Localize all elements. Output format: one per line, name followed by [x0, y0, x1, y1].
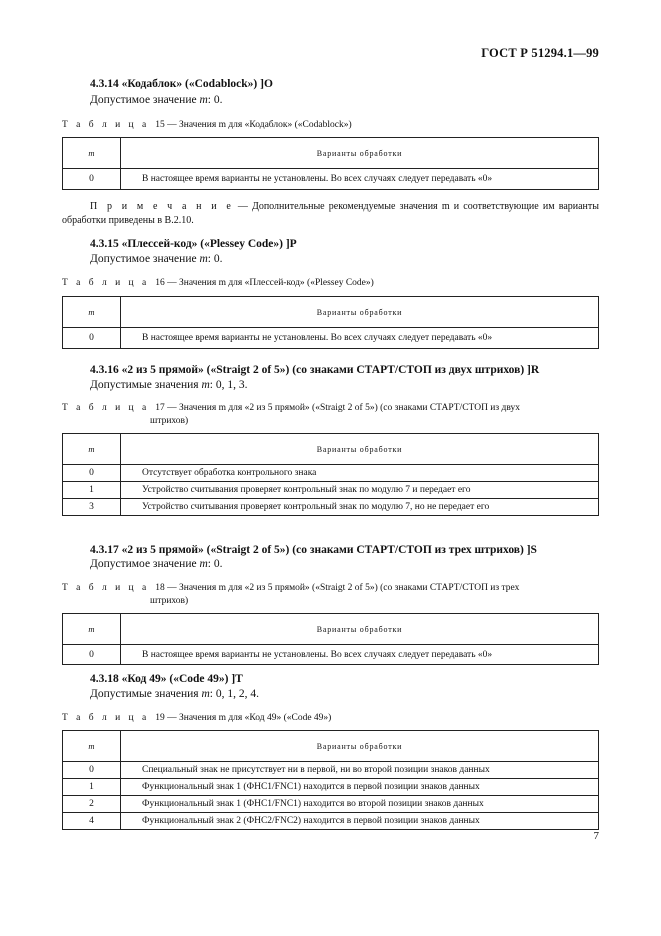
- col-header-variants: Варианты обработки: [121, 297, 599, 328]
- allowed-values-4-3-14: Допустимое значение m: 0.: [90, 94, 223, 106]
- cell-m: 0: [63, 328, 121, 349]
- col-header-variants: Варианты обработки: [121, 434, 599, 465]
- cell-variant: Устройство считывания проверяет контрольный знак по модулю 7, но не передает его: [121, 499, 599, 516]
- table-caption-18: Т а б л и ц а 18 — Значения m для «2 из 5 прямой» («Straigt 2 of 5») (со знаками СТАРТ/СТОП из трех: [62, 583, 520, 593]
- table-header-row: [63, 297, 599, 328]
- table-header-row: [63, 614, 599, 645]
- cell-variant: Отсутствует обработка контрольного знака: [121, 465, 599, 482]
- table-row: [63, 465, 599, 482]
- col-header-variants: Варианты обработки: [121, 614, 599, 645]
- cell-variant: Функциональный знак 1 (ФНС1/FNC1) находится в первой позиции знаков данных: [121, 779, 599, 796]
- col-header-m: m: [63, 614, 121, 645]
- section-heading-4-3-16: 4.3.16 «2 из 5 прямой» («Straigt 2 of 5») (со знаками СТАРТ/СТОП из двух штрихов) ]R: [90, 364, 540, 376]
- col-header-m: m: [63, 434, 121, 465]
- table-18: [62, 613, 599, 665]
- section-heading-4-3-17: 4.3.17 «2 из 5 прямой» («Straigt 2 of 5») (со знаками СТАРТ/СТОП из трех штрихов) ]S: [90, 544, 537, 556]
- cell-m: 2: [63, 796, 121, 813]
- cell-variant: В настоящее время варианты не установлены. Во всех случаях следует передавать «0»: [121, 169, 599, 190]
- cell-m: 1: [63, 482, 121, 499]
- table-header-row: [63, 731, 599, 762]
- allowed-values-4-3-17: Допустимое значение m: 0.: [90, 558, 223, 570]
- table-19: [62, 730, 599, 830]
- table-16: [62, 296, 599, 349]
- allowed-values-4-3-15: Допустимое значение m: 0.: [90, 253, 223, 265]
- cell-m: 0: [63, 645, 121, 665]
- cell-m: 0: [63, 465, 121, 482]
- table-caption-17-cont: штрихов): [150, 416, 189, 426]
- table-row: [63, 779, 599, 796]
- allowed-values-4-3-18: Допустимые значения m: 0, 1, 2, 4.: [90, 688, 259, 700]
- page-header: ГОСТ Р 51294.1—99: [481, 46, 599, 60]
- cell-variant: Функциональный знак 2 (ФНС2/FNC2) находится в первой позиции знаков данных: [121, 813, 599, 830]
- table-17: [62, 433, 599, 516]
- cell-variant: В настоящее время варианты не установлены. Во всех случаях следует передавать «0»: [121, 328, 599, 349]
- page-number: 7: [593, 830, 599, 842]
- cell-m: 3: [63, 499, 121, 516]
- table-row: [63, 796, 599, 813]
- col-header-variants: Варианты обработки: [121, 731, 599, 762]
- cell-m: 4: [63, 813, 121, 830]
- table-caption-18-cont: штрихов): [150, 596, 189, 606]
- table-caption-16: Т а б л и ц а 16 — Значения m для «Плессей-код» («Plessey Code»): [62, 278, 374, 288]
- table-row: [63, 813, 599, 830]
- cell-m: 0: [63, 169, 121, 190]
- table-header-row: [63, 434, 599, 465]
- section-heading-4-3-15: 4.3.15 «Плессей-код» («Plessey Code») ]P: [90, 238, 297, 250]
- cell-variant: Функциональный знак 1 (ФНС1/FNC1) находится во второй позиции знаков данных: [121, 796, 599, 813]
- cell-variant: Устройство считывания проверяет контрольный знак по модулю 7 и передает его: [121, 482, 599, 499]
- cell-m: 0: [63, 762, 121, 779]
- col-header-m: m: [63, 138, 121, 169]
- cell-m: 1: [63, 779, 121, 796]
- cell-variant: В настоящее время варианты не установлены. Во всех случаях следует передавать «0»: [121, 645, 599, 665]
- table-row: [63, 499, 599, 516]
- allowed-values-4-3-16: Допустимые значения m: 0, 1, 3.: [90, 379, 248, 391]
- col-header-m: m: [63, 297, 121, 328]
- table-caption-17: Т а б л и ц а 17 — Значения m для «2 из 5 прямой» («Straigt 2 of 5») (со знаками СТАРТ/СТОП из двух: [62, 403, 521, 413]
- note-4-3-14: П р и м е ч а н и е — Дополнительные рекомендуемые значения m и соответствующие им варианты обработки приведены в B.2.10.: [62, 201, 599, 226]
- table-row: [63, 328, 599, 349]
- table-caption-15: Т а б л и ц а 15 — Значения m для «Кодаблок» («Codablock»): [62, 120, 352, 130]
- section-heading-4-3-18: 4.3.18 «Код 49» («Code 49») ]T: [90, 673, 243, 685]
- section-heading-4-3-14: 4.3.14 «Кодаблок» («Codablock») ]O: [90, 78, 273, 90]
- table-row: [63, 762, 599, 779]
- table-header-row: [63, 138, 599, 169]
- table-row: [63, 645, 599, 665]
- table-row: [63, 482, 599, 499]
- cell-variant: Специальный знак не присутствует ни в первой, ни во второй позиции знаков данных: [121, 762, 599, 779]
- col-header-variants: Варианты обработки: [121, 138, 599, 169]
- table-15: [62, 137, 599, 190]
- table-caption-19: Т а б л и ц а 19 — Значения m для «Код 49» («Code 49»): [62, 713, 332, 723]
- table-row: [63, 169, 599, 190]
- col-header-m: m: [63, 731, 121, 762]
